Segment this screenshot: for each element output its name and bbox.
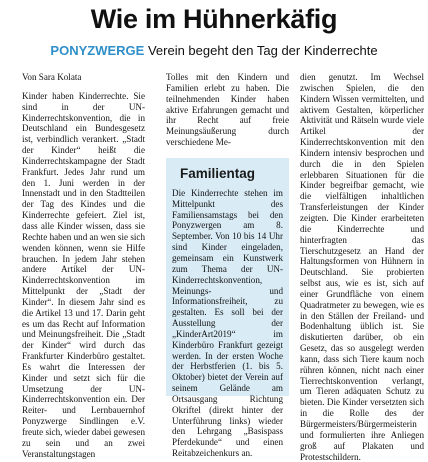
- article-column-1: [22, 72, 145, 460]
- author-byline: Von Sara Kolata: [22, 72, 82, 82]
- kicker: PONYZWERGE: [50, 43, 145, 58]
- article-column-3: [300, 72, 424, 462]
- article-column-2: [166, 72, 289, 459]
- subheadline: Verein begeht den Tag der Kinderrechte: [147, 43, 378, 58]
- article-body-col1: Kinder haben Kinderrechte. Sie sind in der UN-Kinderrechtskonvention, die in Deutschland ein Bundesgesetz ist, verbindlich verankert. „Stadt der Kinder“ heißt die Kinderrechtskampagne der Stadt Frankfurt. Jedes Jahr rund um den 1. Juni werden in der Innenstadt und in den Stadtteilen der Tag des Kindes und die Kinderrechte gefeiert. Ziel ist, dass alle Kinder wissen, dass sie Rechte haben und an wen sie sich wenden können, wenn sie Hilfe brauchen. In jedem Jahr stehen andere Artikel der UN-Kinderrechtskonvention im Mittelpunkt der „Stadt der Kinder“. In diesem Jahr sind es die Artikel 13 und 17. Darin geht es um das Recht auf Information und Meinungsfreiheit. Die „Stadt der Kinder“ wird durch das Frankfurter Kinderbüro gestaltet. Es wahrt die Interessen der Kinder und setzt sich für die Umsetzung der UN-Kinderrechtskonvention ein. Der Reiter- und Lernbauernhof Ponyzwerge Sindlingen e.V. freute sich, wieder dabei gewesen zu sein und an zwei Veranstaltungstagen: [22, 90, 145, 459]
- info-box: [166, 158, 289, 459]
- info-box-title: Familientag: [180, 165, 256, 181]
- article-body-col2: Tolles mit den Kindern und Familien erlebt zu haben. Die teilnehmenden Kinder haben aktive Erfahrungen gemacht und ihr Recht auf freie Meinungsäußerung durch verschiedene Me-: [166, 72, 289, 148]
- headline: Wie im Hühnerkäfig: [90, 4, 338, 34]
- subheadline-row: [0, 43, 428, 59]
- info-box-text: Die Kinderrechte stehen im Mittelpunkt des Familiensamstags bei den Ponyzwergen am 8. September. Von 10 bis 14 Uhr sind Kinder eingeladen, gemeinsam ein Kunstwerk zum Thema der UN-Kinderrechtskonvention, Meinungs- und Informationsfreiheit, zu gestalten. Es soll bei der Ausstellung der „KinderArt2019“ im Kinderbüro Frankfurt gezeigt werden. In der ersten Woche der Herbstferien (1. bis 5. Oktober) bietet der Verein auf seinem Gelände am Ortsausgang Richtung Okriftel (direkt hinter der Unterführung links) wieder den Lehrgang „Basispass Pferdekunde“ und einen Reitabzeichenkurs an.: [172, 187, 283, 459]
- article-body-col3: dien genutzt. Im Wechsel zwischen Spielen, die den Kindern Wissen vermittelten, und aktivem Gestalten, körperlicher Aktivität und Rätseln wurde viele Artikel der Kinderrechtskonvention mit den Kindern intensiv besprochen und durch die in den Spielen erlebbaren Situationen für die Kinder begreifbar gemacht, wie die vielfältigen inhaltlichen Transferleistungen der Kinder zeigten. Die Kinder erarbeiteten die Kinderrechte und hinterfragten das Tierschutzgesetz an Hand der Haltungsformen von Hühnern in Deutschland. Sie probierten selbst aus, wie es ist, sich auf einer Grundfläche von einem Quadratmeter zu bewegen, wie es in den Ställen der Freiland- und Bodenhaltung üblich ist. Sie diskutierten darüber, ob ein Gesetz, das so ausgelegt werden kann, dass sich Tiere kaum noch rühren können, nicht nach einer Tierrechtskonvention verlangt, um Tieren adäquaten Schutz zu bieten. Die Kinder versetzten sich in die Rolle des der Bürgermeisters/Bürgermeisterin und formulierten ihre Anliegen groß auf Plakaten und Protestschildern.: [300, 72, 424, 462]
